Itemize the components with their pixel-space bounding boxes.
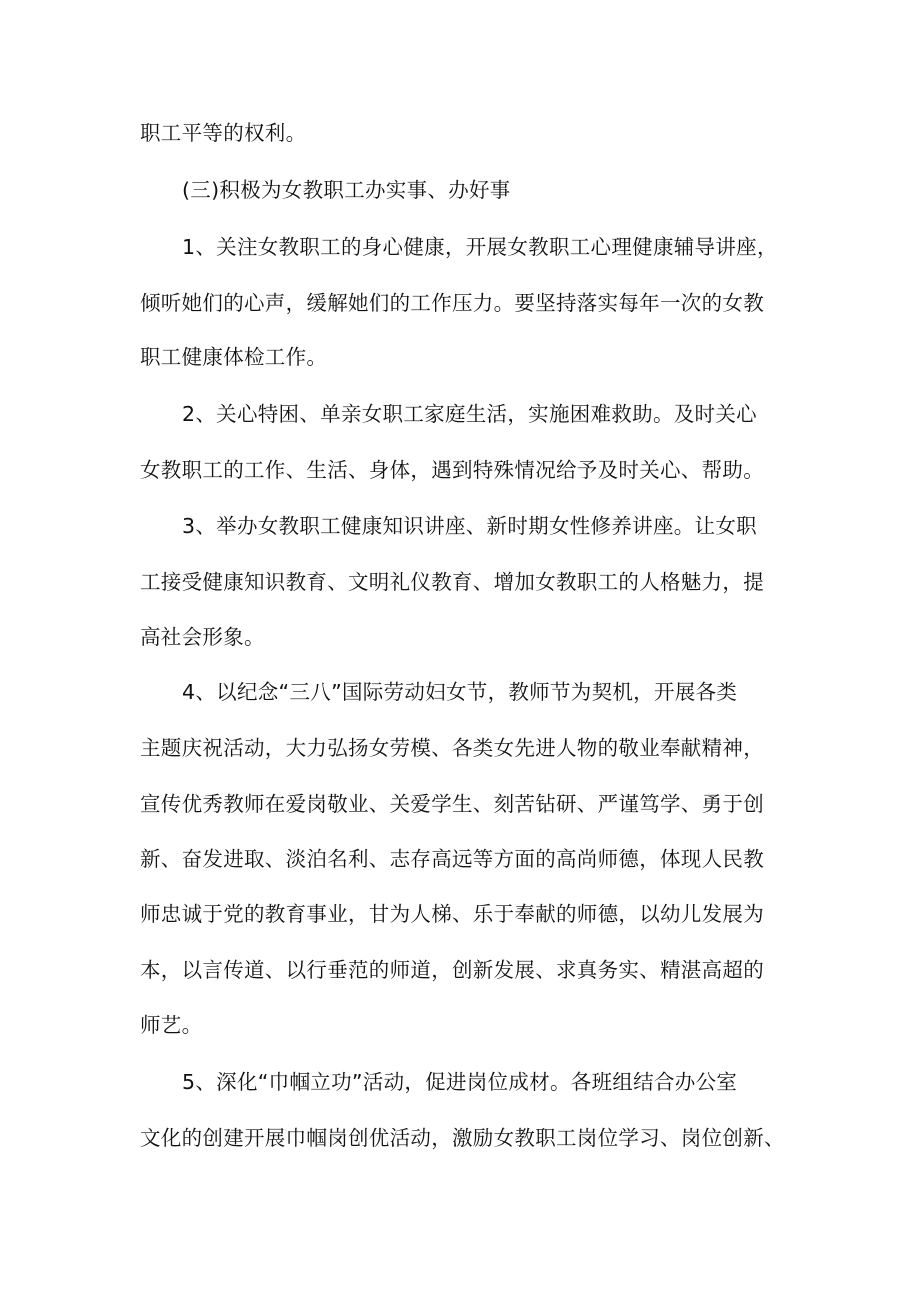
text-line: 新、奋发进取、淡泊名利、志存高远等方面的高尚师德，体现人民教 bbox=[140, 847, 764, 871]
text-line: 职工平等的权利。 bbox=[140, 121, 307, 145]
text-line: 4、以纪念“三八”国际劳动妇女节，教师节为契机，开展各类 bbox=[182, 680, 738, 704]
text-line: 师忠诚于党的教育事业，甘为人梯、乐于奉献的师德，以幼儿发展为 bbox=[140, 902, 764, 926]
text-line: 5、深化“巾帼立功”活动，促进岗位成材。各班组结合办公室 bbox=[182, 1070, 738, 1094]
text-line: 工接受健康知识教育、文明礼仪教育、增加女教职工的人格魅力，提 bbox=[140, 570, 764, 594]
text-line: 本，以言传道、以行垂范的师道，创新发展、求真务实、精湛高超的 bbox=[140, 958, 764, 982]
text-line: 3、举办女教职工健康知识讲座、新时期女性修养讲座。让女职 bbox=[182, 514, 757, 538]
text-line: 2、关心特困、单亲女职工家庭生活，实施困难救助。及时关心 bbox=[182, 402, 757, 426]
text-line: 高社会形象。 bbox=[140, 625, 265, 649]
text-line: 师艺。 bbox=[140, 1013, 203, 1037]
text-line: 主题庆祝活动，大力弘扬女劳模、各类女先进人物的敬业奉献精神， bbox=[140, 736, 764, 760]
text-line: 文化的创建开展巾帼岗创优活动，激励女教职工岗位学习、岗位创新、 bbox=[140, 1126, 785, 1150]
text-line: 1、关注女教职工的身心健康，开展女教职工心理健康辅导讲座， bbox=[182, 235, 778, 259]
text-line: 倾听她们的心声，缓解她们的工作压力。要坚持落实每年一次的女教 bbox=[140, 291, 764, 315]
text-line: 女教职工的工作、生活、身体，遇到特殊情况给予及时关心、帮助。 bbox=[140, 458, 764, 482]
section-heading: (三)积极为女教职工办实事、办好事 bbox=[182, 178, 511, 202]
text-line: 职工健康体检工作。 bbox=[140, 345, 328, 369]
text-line: 宣传优秀教师在爱岗敬业、关爱学生、刻苦钻研、严谨笃学、勇于创 bbox=[140, 792, 764, 816]
